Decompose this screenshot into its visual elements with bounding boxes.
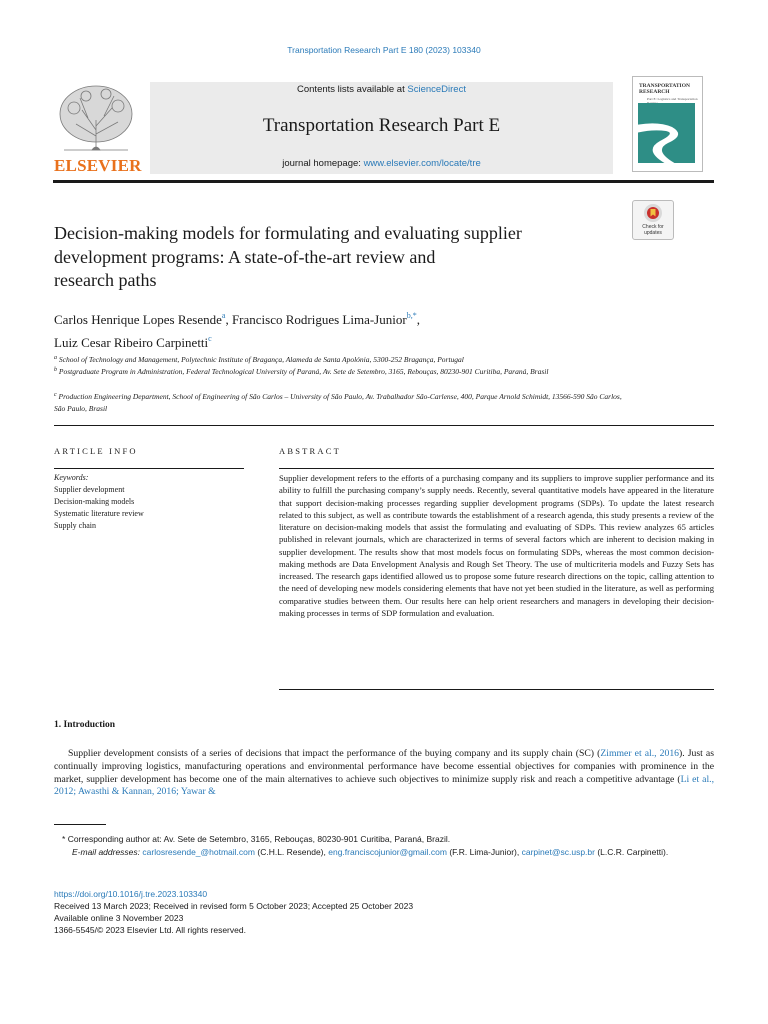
affiliation	[54, 364, 634, 378]
affiliation-text: School of Technology and Management, Polytechnic Institute of Bragança, Alameda de Santa Apolónia, 5300-252 Bragança, Portugal	[58, 355, 464, 364]
keyword: Supplier development	[54, 485, 125, 494]
affiliation-text: Production Engineering Department, School of Engineering of São Carlos – University of São Paulo, Av. Trabalhador São-Carlense, 400, Parque Arnold Schimidt, 13566-590 São Carlos, São Paulo, Brasil	[54, 392, 622, 413]
doi-link[interactable]: https://doi.org/10.1016/j.tre.2023.103340	[54, 889, 208, 899]
email-link[interactable]: carlosresende_@hotmail.com	[142, 847, 255, 857]
citation-link[interactable]: Li et al., 2012; Awasthi & Kannan, 2016; Yawar &	[54, 773, 714, 798]
author-mark[interactable]: a	[221, 311, 226, 320]
email-label: E-mail addresses:	[72, 847, 141, 857]
email-link[interactable]: carpinet@sc.usp.br	[521, 847, 595, 857]
affiliation-mark: c	[54, 392, 57, 398]
homepage-line	[150, 158, 613, 169]
keyword: Decision-making models	[54, 497, 135, 506]
author-mark[interactable]: c	[208, 334, 212, 343]
header-rule	[53, 180, 714, 183]
article-title	[54, 222, 624, 293]
abstract-heading: ABSTRACT	[279, 446, 341, 456]
sciencedirect-link[interactable]: ScienceDirect	[407, 84, 466, 95]
contents-line	[150, 84, 613, 95]
corresponding-author-note	[54, 833, 714, 845]
author-separator: ,	[225, 312, 232, 327]
check-for-updates-button[interactable]	[632, 200, 674, 240]
author-separator: ,	[416, 312, 420, 327]
journal-cover-thumbnail[interactable]	[632, 76, 703, 172]
article-info-rule	[54, 468, 244, 469]
intro-text: ). Just as continually improving logistics, manufacturing operations and environmental performance have become essential objectives for companies with prominence in the market, supplier development has become one of the main alternatives to achieve such objectives to minimize supply risk and reach a competitive advantage (	[54, 748, 714, 785]
email-owner: (L.C.R. Carpinetti).	[597, 847, 669, 857]
article-info-heading: ARTICLE INFO	[54, 446, 138, 456]
homepage-link[interactable]: www.elsevier.com/locate/tre	[363, 158, 481, 169]
keywords-label: Keywords:	[54, 473, 89, 482]
introduction-heading: 1. Introduction	[54, 720, 116, 730]
keyword: Supply chain	[54, 521, 96, 530]
title-line: Decision-making models for formulating and evaluating supplier	[54, 223, 522, 243]
bookmark-icon	[644, 204, 662, 222]
received-dates: Received 13 March 2023; Received in revised form 5 October 2023; Accepted 25 October 2023	[54, 901, 414, 911]
corresponding-text: Corresponding author at: Av. Sete de Setembro, 3165, Rebouças, 80230-901 Curitiba, Paraná, Brazil.	[67, 834, 451, 844]
asterisk-mark: *	[62, 834, 66, 844]
author-name[interactable]: Francisco Rodrigues Lima-Junior	[231, 312, 407, 327]
publication-info	[54, 888, 714, 936]
keywords-block	[54, 472, 144, 532]
keyword: Systematic literature review	[54, 509, 144, 518]
affiliation	[54, 389, 634, 415]
cover-subtitle: Part E: Logistics and Transportation	[647, 97, 698, 101]
section-rule	[54, 425, 714, 426]
online-date: Available online 3 November 2023	[54, 913, 184, 923]
affiliation-mark: a	[54, 355, 57, 361]
author-list	[54, 306, 634, 352]
abstract-rule	[279, 468, 714, 469]
abstract-text: Supplier development refers to the efforts of a purchasing company and its suppliers to improve supplier performance and its ability to fulfill the purchasing company’s supply needs. Recently, several quantitative models have appeared in the literature that support decision-making processes regarding supplier development programs (SDPs). To update the latest research related to this subject, as well as contribute towards the establishment of a research agenda, this study presents a review of the literature on decision-making models that assist the formulating and evaluating of SDPs. This review analyzes 65 articles published in relevant journals, which are characterized in terms of several factors which are inherent to decision making in supplier development. The results show that most models focus on formulating SDPs, whereas the most common decision-making methods are Data Envelopment Analysis and Rough Set Theory. The use of multicriteria models and Fuzzy Sets has increased. The research gaps identified allowed us to propose some future research directions on the topic, calling attention to the need of developing new models considering elements that have not yet been studied in the literature, as well as performing comparative studies between them. Our results here can help orient researchers and managers in developing their decision-making processes in terms of SDP formulation and evaluation.	[279, 473, 714, 618]
journal-citation[interactable]: Transportation Research Part E 180 (2023) 103340	[287, 45, 481, 55]
affiliation-text: Postgraduate Program in Administration, Federal Technological University of Paraná, Av. Sete de Setembro, 3165, Rebouças, 80230-901 Curitiba, Paraná, Brasil	[58, 367, 549, 376]
intro-text: Supplier development consists of a series of decisions that impact the performance of the buying company and its supply chain (SC) (	[68, 748, 601, 759]
cover-title: TRANSPORTATION RESEARCH	[639, 83, 690, 95]
journal-name: Transportation Research Part E	[262, 115, 501, 136]
citation-link[interactable]: Zimmer et al., 2016	[600, 748, 680, 759]
email-owner: (C.H.L. Resende),	[257, 847, 326, 857]
cover-artwork	[638, 103, 695, 163]
author-name[interactable]: Luiz Cesar Ribeiro Carpinetti	[54, 335, 209, 350]
email-owner: (F.R. Lima-Junior),	[449, 847, 520, 857]
homepage-prefix: journal homepage:	[282, 158, 364, 169]
title-line: research paths	[54, 270, 157, 290]
copyright: 1366-5545/© 2023 Elsevier Ltd. All rights reserved.	[54, 925, 246, 935]
introduction-paragraph	[54, 748, 714, 799]
elsevier-wordmark: ELSEVIER	[54, 156, 142, 175]
check-label: Check for updates	[642, 224, 664, 236]
contents-prefix: Contents lists available at	[297, 84, 408, 95]
footnote-rule	[54, 824, 106, 825]
author-name[interactable]: Carlos Henrique Lopes Resende	[54, 312, 222, 327]
road-icon	[638, 103, 695, 163]
abstract-bottom-rule	[279, 689, 714, 690]
affiliation-mark: b	[54, 367, 57, 373]
title-line: development programs: A state-of-the-art review and	[54, 246, 436, 267]
author-mark[interactable]: b,*	[406, 311, 417, 320]
email-note	[54, 846, 714, 858]
email-link[interactable]: eng.franciscojunior@gmail.com	[328, 847, 447, 857]
